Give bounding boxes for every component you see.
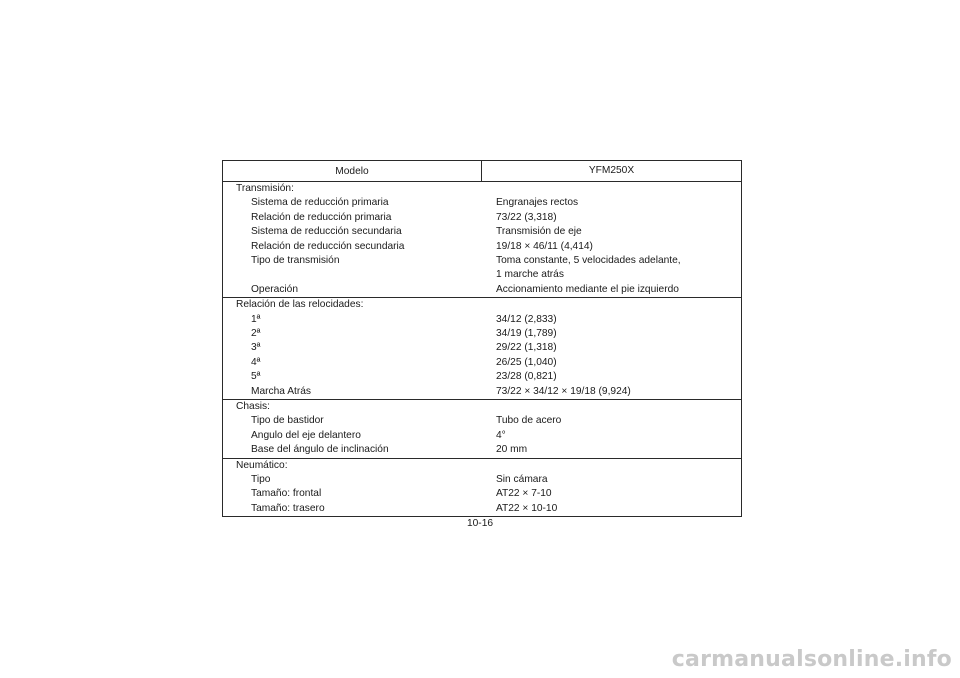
table-header (223, 161, 741, 182)
table-row (223, 211, 741, 225)
row-value: 29/22 (1,318) (496, 342, 557, 354)
section-title: Relación de las relocidades: (236, 299, 364, 311)
row-label: Relación de reducción primaria (251, 211, 392, 223)
table-row (223, 487, 741, 501)
row-value: 19/18 × 46/11 (4,414) (496, 240, 593, 252)
page-number: 10-16 (466, 518, 494, 529)
table-row (223, 356, 741, 370)
row-label: Relación de reducción secundaria (251, 240, 405, 252)
section-chassis (223, 400, 741, 459)
row-label: Marcha Atrás (251, 385, 312, 397)
watermark: carmanualsonline.info (671, 647, 952, 672)
table-row (223, 429, 741, 443)
table-row (223, 240, 741, 254)
row-value: 73/22 × 34/12 × 19/18 (9,924) (496, 385, 631, 397)
table-row (223, 225, 741, 239)
row-value: 23/28 (0,821) (496, 371, 557, 383)
row-value: Engranajes rectos (496, 197, 579, 209)
row-label: Tipo de transmisión (251, 255, 340, 267)
table-row (223, 473, 741, 487)
spec-table (222, 160, 742, 517)
row-value: Toma constante, 5 velocidades adelante, 1 marche atrás (496, 255, 681, 281)
row-label: 5ª (251, 371, 261, 383)
table-row (223, 443, 741, 457)
section-gear-ratios (223, 298, 741, 400)
table-row (223, 196, 741, 210)
row-value: 34/12 (2,833) (496, 313, 557, 325)
row-label: Tamaño: frontal (251, 488, 322, 500)
row-label: 3ª (251, 342, 261, 354)
row-value: 34/19 (1,789) (496, 328, 557, 340)
table-row (223, 385, 741, 399)
table-row (223, 414, 741, 428)
section-title: Chasis: (236, 401, 270, 413)
row-value: 26/25 (1,040) (496, 356, 557, 368)
row-value: Sin cámara (496, 474, 548, 486)
section-title: Transmisión: (236, 183, 294, 194)
row-label: Sistema de reducción primaria (251, 197, 389, 209)
row-value: Tubo de acero (496, 415, 562, 427)
row-label: Operación (251, 283, 299, 295)
header-model-label: Modelo (223, 161, 482, 181)
row-value: 73/22 (3,318) (496, 211, 557, 223)
table-row (223, 341, 741, 355)
table-row (223, 283, 741, 297)
section-title: Neumático: (236, 459, 288, 471)
row-label: Angulo del eje delantero (251, 429, 361, 441)
section-tires (223, 459, 741, 517)
table-row (223, 313, 741, 327)
row-label: 2ª (251, 328, 261, 340)
row-label: 4ª (251, 356, 261, 368)
row-value: Accionamiento mediante el pie izquierdo (496, 283, 679, 295)
row-value: AT22 × 10-10 (496, 502, 558, 514)
row-label: Tipo de bastidor (251, 415, 324, 427)
header-model-value: YFM250X (588, 165, 635, 176)
table-row (223, 502, 741, 516)
section-transmission (223, 182, 741, 298)
row-label: 1ª (251, 313, 261, 325)
row-value: AT22 × 7-10 (496, 488, 552, 500)
table-row (223, 370, 741, 384)
row-label: Base del ángulo de inclinación (251, 444, 389, 456)
table-row (223, 327, 741, 341)
row-label: Tamaño: trasero (251, 502, 325, 514)
table-row (223, 254, 741, 283)
row-label: Tipo (251, 474, 271, 486)
row-value: 20 mm (496, 444, 528, 456)
row-value: Transmisión de eje (496, 226, 582, 238)
row-label: Sistema de reducción secundaria (251, 226, 402, 238)
row-value: 4° (496, 429, 506, 441)
